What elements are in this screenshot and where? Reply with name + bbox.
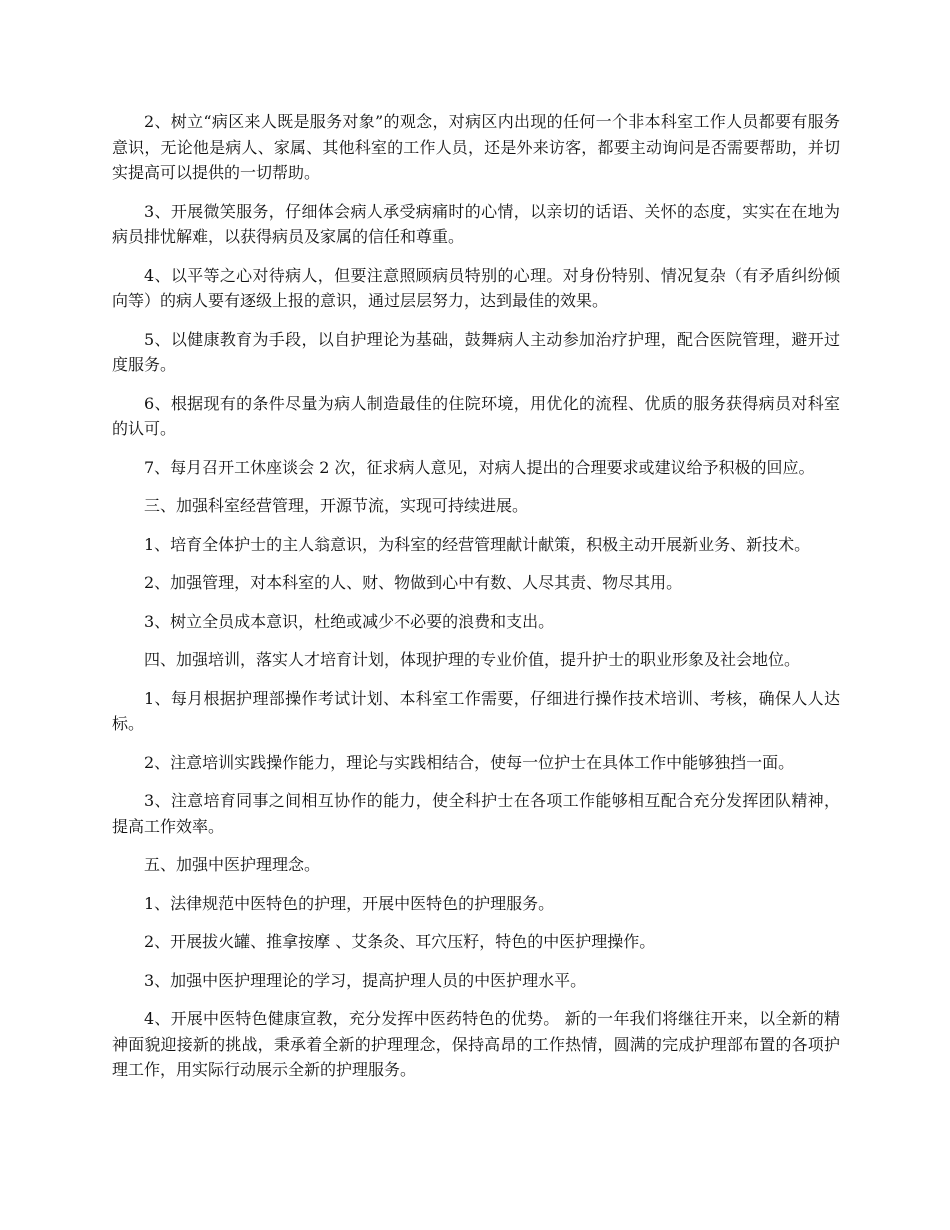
paragraph-ownership-awareness: 1、培育全体护士的主人翁意识，为科室的经营管理献计献策，积极主动开展新业务、新技术。 bbox=[144, 534, 811, 554]
paragraph-equal-treatment: 4、以平等之心对待病人，但要注意照顾病员特别的心理。对身份特别、情况复杂（有矛盾纠纷倾向等）的病人要有逐级上报的意识，通过层层努力，达到最佳的效果。 bbox=[112, 265, 840, 310]
section-heading-chinese-medicine: 五、加强中医护理理念。 bbox=[144, 855, 321, 874]
paragraph-monthly-training: 1、每月根据护理部操作考试计划、本科室工作需要，仔细进行操作技术培训、考核，确保人人达标。 bbox=[112, 688, 840, 733]
paragraph-resource-management: 2、加强管理，对本科室的人、财、物做到心中有数、人尽其责、物尽其用。 bbox=[144, 573, 683, 592]
paragraph-chinese-medicine-service: 1、法律规范中医特色的护理，开展中医特色的护理服务。 bbox=[144, 893, 555, 913]
section-heading-training: 四、加强培训，落实人才培育计划，体现护理的专业价值，提升护士的职业形象及社会地位。 bbox=[144, 650, 801, 669]
paragraph-hospital-environment: 6、根据现有的条件尽量为病人制造最佳的住院环境，用优化的流程、优质的服务获得病员对科室的认可。 bbox=[112, 393, 840, 438]
paragraph-practical-training: 2、注意培训实践操作能力，理论与实践相结合，使每一位护士在具体工作中能够独挡一面。 bbox=[144, 752, 795, 772]
paragraph-closing: 4、开展中医特色健康宣教，充分发挥中医药特色的优势。 新的一年我们将继往开来，以全新的精神面貌迎接新的挑战，秉承着全新的护理理念，保持高昂的工作热情，圆满的完成护理部布置的各项护理工作，用实际行动展示全新的护理服务。 bbox=[112, 1009, 840, 1079]
paragraph-visitor-service: 2、树立“病区来人既是服务对象”的观念，对病区内出现的任何一个非本科室工作人员都要有服务意识，无论他是病人、家属、其他科室的工作人员，还是外来访客，都要主动询问是否需要帮助，并切实提高可以提供的一切帮助。 bbox=[112, 112, 840, 182]
paragraph-team-cooperation: 3、注意培育同事之间相互协作的能力，使全科护士在各项工作能够相互配合充分发挥团队精神，提高工作效率。 bbox=[112, 791, 840, 836]
paragraph-smile-service: 3、开展微笑服务，仔细体会病人承受病痛时的心情，以亲切的话语、关怀的态度，实实在在地为病员排忧解难，以获得病员及家属的信任和尊重。 bbox=[112, 201, 840, 246]
section-heading-management: 三、加强科室经营管理，开源节流，实现可持续进展。 bbox=[144, 496, 529, 515]
paragraph-chinese-medicine-study: 3、加强中医护理理论的学习，提高护理人员的中医护理水平。 bbox=[144, 970, 587, 990]
paragraph-patient-meeting: 7、每月召开工休座谈会 2 次，征求病人意见，对病人提出的合理要求或建议给予积极的回应。 bbox=[144, 457, 815, 477]
paragraph-health-education: 5、以健康教育为手段，以自护理论为基础，鼓舞病人主动参加治疗护理，配合医院管理，避开过度服务。 bbox=[112, 329, 840, 374]
paragraph-chinese-medicine-operations: 2、开展拔火罐、推拿按摩 、艾条灸、耳穴压籽，特色的中医护理操作。 bbox=[144, 932, 656, 951]
paragraph-cost-awareness: 3、树立全员成本意识，杜绝或减少不必要的浪费和支出。 bbox=[144, 611, 555, 631]
